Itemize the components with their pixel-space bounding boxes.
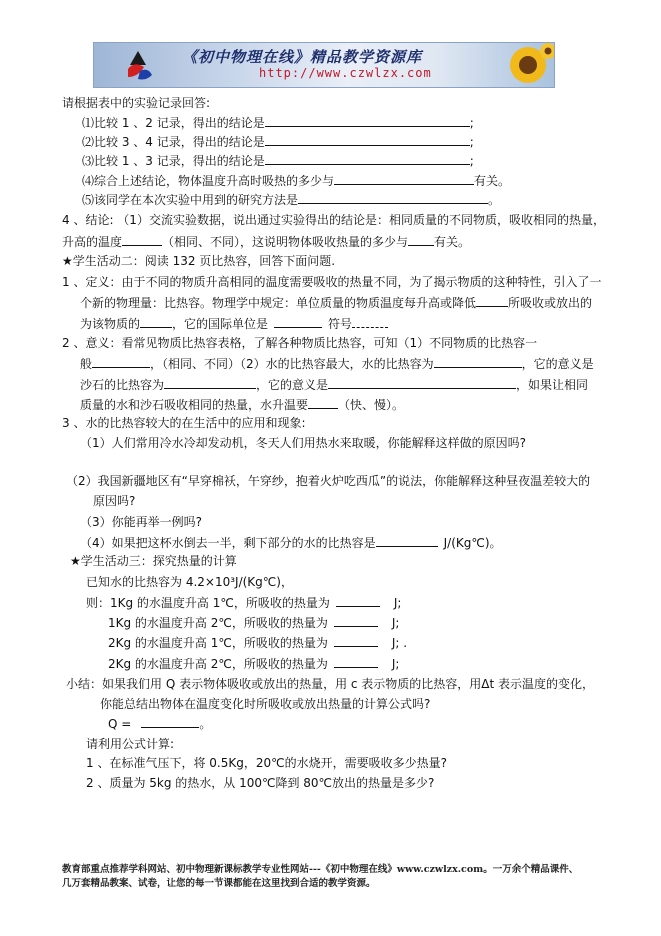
question-text: ⑴比较 1 、2 记录，得出的结论是 [82,116,265,130]
text: （快、慢）。 [338,398,405,412]
answer-blank[interactable] [265,115,470,127]
site-logo-icon [120,47,156,83]
answer-blank[interactable] [334,635,378,647]
definition-line-3 [80,316,388,332]
answer-blank[interactable] [140,316,172,328]
question-text: ⑸该同学在本次实验中用到的研究方法是 [82,193,299,207]
calc-line-4 [108,656,399,672]
text: （相同、不同），这说明物体吸收热量的多少与 [162,235,409,249]
banner-url[interactable]: http://www.czwlzx.com [259,66,432,80]
text: J; . [391,636,408,650]
sunflower-icon [494,43,554,87]
meaning-line-3 [80,377,588,393]
text: 个新的物理量：比热容。物理学中规定：单位质量的物质温度每升高或降低 [80,296,477,310]
answer-blank[interactable] [336,595,380,607]
conclusion-line: 4 、结论: （1）交流实验数据，说出通过实验得出的结论是：相同质量的不同物质，吸收相同的热量， [62,213,605,227]
meaning-line-4 [80,397,404,413]
text: 质量的水和沙石吸收相同的热量，水升温要 [80,398,309,412]
answer-blank[interactable] [334,656,378,668]
summary-line: 小结：如果我们用 Q 表示物体吸收或放出的热量，用 c 表示物质的比热容，用Δt 表示温度的变化， [66,677,595,691]
punct: ; [469,135,474,149]
instruction-line: 请根据表中的实验记录回答: [62,96,211,110]
text: ，它的意义是 [256,378,329,392]
footer-line-1: 教育部重点推荐学科网站、初中物理新课标教学专业性网站---《初中物理在线》www.czwlzx.com。一万余个精品课件、 [62,864,579,875]
answer-blank[interactable] [352,316,388,328]
answer-blank[interactable] [92,356,150,368]
summary-line-2: 你能总结出物体在温度变化时所吸收或放出热量的计算公式吗? [100,697,431,711]
calc-line-2 [108,615,399,631]
calc-line-1 [86,595,401,611]
header-banner [93,42,555,88]
question-3 [82,153,474,169]
answer-blank[interactable] [265,134,470,146]
application-1: （1）人们常用冷水冷却发动机，冬天人们用热水来取暖，你能解释这样做的原因吗? [80,436,527,450]
text: 有关。 [434,235,471,249]
application-4 [80,535,502,551]
banner-title: 《初中物理在线》精品教学资源库 [182,48,423,66]
answer-blank[interactable] [434,356,522,368]
exercise-heading: 请利用公式计算: [86,737,175,751]
punct: ; [469,154,474,168]
answer-blank[interactable] [141,716,199,728]
text: 则：1Kg 的水温度升高 1℃，所吸收的热量为 [86,596,330,610]
answer-blank[interactable] [376,535,438,547]
question-text: ⑵比较 3 、4 记录，得出的结论是 [82,135,265,149]
question-text: ⑷综合上述结论，物体温度升高时吸热的多少与 [82,174,335,188]
text: J/(Kg℃)。 [443,536,502,550]
application-3: （3）你能再举一例吗? [80,515,203,529]
activity-3-heading: ★学生活动三：探究热量的计算 [70,554,237,568]
answer-blank[interactable] [298,192,488,204]
answer-blank[interactable] [164,377,256,389]
text: 2Kg 的水温度升高 2℃，所吸收的热量为 [108,657,328,671]
answer-blank[interactable] [122,234,162,246]
question-5 [82,192,500,208]
text: J; [391,616,400,630]
text: （4）如果把这杯水倒去一半，剩下部分的水的比热容是 [80,536,376,550]
answer-blank[interactable] [265,153,470,165]
application-2: （2）我国新疆地区有“早穿棉袄，午穿纱，抱着火炉吃西瓜”的说法，你能解释这种昼夜温差较大的 [66,474,591,488]
text: 1Kg 的水温度升高 2℃，所吸收的热量为 [108,616,328,630]
answer-blank[interactable] [408,234,434,246]
text: ，如果让相同 [516,378,589,392]
formula-line [108,716,211,732]
text: 为该物质的 [80,317,141,331]
answer-blank[interactable] [274,316,322,328]
punct: 。 [488,193,501,207]
activity-2-heading: ★学生活动二：阅读 132 页比热容，回答下面问题. [62,254,336,268]
question-2 [82,134,474,150]
text: ，它的国际单位是 [172,317,269,331]
text: 沙石的比热容为 [80,378,165,392]
text: 。 [199,717,212,731]
exercise-2: 2 、质量为 5kg 的热水，从 100℃降到 80℃放出的热量是多少? [86,776,435,790]
application-heading: 3 、水的比热容较大的在生活中的应用和现象: [62,416,306,430]
punct: 有关。 [474,174,511,188]
question-text: ⑶比较 1 、3 记录，得出的结论是 [82,154,265,168]
text: ，（相同、不同）（2）水的比热容最大，水的比热容为 [150,357,434,371]
answer-blank[interactable] [334,173,474,185]
text: ，它的意义是 [521,357,594,371]
given-line: 已知水的比热容为 4.2×10³J/(Kg℃)， [86,575,293,589]
text: 符号 [328,317,353,331]
question-1 [82,115,474,131]
answer-blank[interactable] [476,295,508,307]
meaning-line-2 [80,356,594,372]
answer-blank[interactable] [328,377,516,389]
conclusion-line-2 [62,234,470,250]
footer-line-2: 几万套精品教案、试卷，让您的每一节课都能在这里找到合适的教学资源。 [62,878,376,889]
answer-blank[interactable] [334,615,378,627]
definition-line: 1 、定义：由于不同的物质升高相同的温度需要吸收的热量不同，为了揭示物质的这种特性，引入了一 [62,275,602,289]
calc-line-3 [108,635,407,651]
punct: ; [469,116,474,130]
meaning-line: 2 、意义：看常见物质比热容表格，了解各种物质比热容，可知（1）不同物质的比热容一 [62,336,538,350]
text: 所吸收或放出的 [508,296,593,310]
exercise-1: 1 、在标准气压下，将 0.5Kg，20℃的水烧开，需要吸收多少热量? [86,756,447,770]
question-4 [82,173,510,189]
definition-line-2 [80,295,592,311]
text: J; [393,596,402,610]
answer-blank[interactable] [308,397,338,409]
text: 般 [80,357,93,371]
application-2-cont: 原因吗? [93,494,136,508]
text: 2Kg 的水温度升高 1℃，所吸收的热量为 [108,636,328,650]
text: Q = [108,717,132,731]
text: J; [391,657,400,671]
text: 升高的温度 [62,235,123,249]
